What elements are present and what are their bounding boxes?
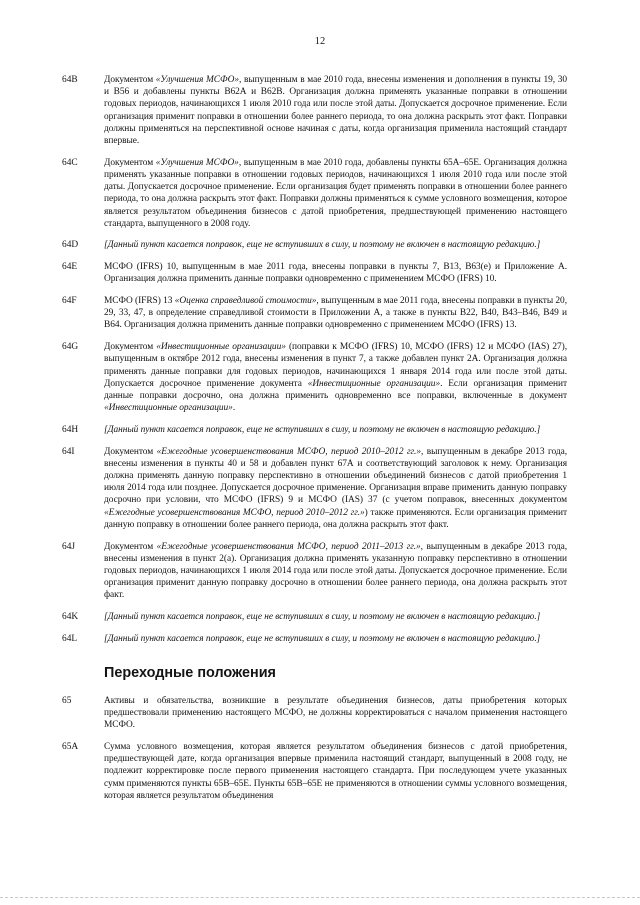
section-heading: Переходные положения	[104, 664, 276, 681]
text-run: . Если организация применит данные поправки досрочно, она должна применить одновременно все поправки, включенные в документ	[104, 378, 568, 401]
text-run: Активы и обязательства, возникшие в результате объединения бизнесов, даты приобретения которых предшествовали применению настоящего МСФО, не должны корректироваться с началом применения настоящего МСФО.	[104, 695, 567, 731]
paragraph-number: 65	[62, 695, 72, 706]
italic-text: [Данный пункт касается поправок, еще не вступивших в силу, и поэтому не включен в настоящую редакцию.]	[104, 612, 541, 623]
paragraph-text	[104, 541, 567, 602]
document-body	[62, 74, 567, 812]
italic-text: «Инвестиционные организации»	[156, 342, 286, 353]
paragraph-number: 64J	[62, 541, 76, 552]
paragraph-number: 65A	[62, 742, 79, 753]
paragraph-text	[104, 261, 567, 285]
paragraph-text	[104, 295, 567, 332]
paragraph-64i	[62, 446, 567, 531]
text-run: , выпущенным в декабре 2013 года, внесены изменения в пункт 2(а). Организация должна применять указанную поправку перспективно в отношении годовых периодов, начинающихся 1 июля 2014 года или после этой даты. Допускается досрочное применение. Если организация применит данную поправку досрочно в отношении более раннего периода, она должна раскрыть этот факт.	[104, 541, 568, 601]
text-run: Сумма условного возмещения, которая является результатом объединения бизнесов с датой приобретения, предшествующей дате, когда организация впервые применила настоящий стандарт, выпущенный в 2008 году, не подлежит корректировке после первого применения настоящего стандарта. При последующем учете указанных сумм применяются пункты 65В–65Е. Пункты 65В–65Е не применяются в отношении суммы условного возмещения, которая является результатом объединения	[104, 742, 567, 801]
italic-text: «Инвестиционные организации»	[307, 378, 441, 389]
paragraph-text	[104, 611, 567, 623]
paragraph-text	[104, 74, 567, 147]
paragraph-text	[104, 446, 567, 531]
paragraph-64c	[62, 157, 567, 230]
text-run: Документом	[104, 541, 157, 552]
text-run: ) также применяются. Если организация применит данную поправку в отношении более раннего периода, она должна раскрыть этот факт.	[104, 507, 567, 530]
paragraph-64k	[62, 611, 567, 623]
paragraph-number: 64H	[62, 424, 79, 435]
italic-text: «Инвестиционные организации»	[104, 403, 233, 414]
paragraph-number: 64D	[62, 240, 79, 251]
paragraph-number: 64I	[62, 446, 75, 457]
paragraph-text	[104, 239, 567, 251]
paragraph-text	[104, 741, 567, 802]
text-run: МСФО (IFRS) 13	[104, 296, 175, 307]
text-run: Документом	[104, 75, 156, 85]
text-run: Документом	[104, 342, 157, 353]
paragraph-65a	[62, 741, 567, 802]
text-run: , выпущенным в мае 2011 года, внесены поправки в пункты 20, 29, 33, 47, в определение справедливой стоимости в Приложении А, а также в пункты В22, В40, В43–В46, В49 и В64. Организация должна применить данные поправки одновременно с применением МСФО (IFRS) 13.	[104, 296, 567, 331]
paragraph-64e	[62, 261, 567, 285]
paragraph-text	[104, 341, 567, 414]
paragraph-64j	[62, 541, 567, 602]
paragraph-text	[104, 695, 567, 732]
paragraph-number: 64B	[62, 75, 78, 85]
text-run: Документом	[104, 157, 156, 168]
page-bottom-rule	[0, 897, 640, 898]
paragraph-number: 64G	[62, 342, 79, 353]
paragraph-number: 64C	[62, 157, 78, 168]
paragraph-64h	[62, 424, 567, 436]
paragraph-64b	[62, 74, 567, 147]
paragraph-number: 64E	[62, 262, 78, 273]
italic-text: [Данный пункт касается поправок, еще не вступивших в силу, и поэтому не включен в настоящую редакцию.]	[104, 424, 541, 435]
paragraph-64g	[62, 341, 567, 414]
text-run: , выпущенным в мае 2010 года, добавлены пункты 65А–65Е. Организация должна применять указанные поправки в отношении годовых периодов, начинающихся 1 июля 2010 года или после этой даты. Допускается досрочное применение. Если организация будет применять поправки в отношении более раннего периода, то она должна раскрыть этот факт. Поправки должны применяться к сумме условного возмещения, которое является результатом объединения бизнесов с датой приобретения, предшествующей применению настоящего стандарта, выпущенного в 2008 году.	[104, 157, 567, 229]
text-run: Документом	[104, 446, 157, 457]
page-number: 12	[314, 36, 326, 47]
italic-text: [Данный пункт касается поправок, еще не вступивших в силу, и поэтому не включен в настоящую редакцию.]	[104, 240, 541, 251]
italic-text: «Оценка справедливой стоимости»	[174, 296, 317, 307]
paragraph-text	[104, 633, 567, 645]
italic-text: «Ежегодные усовершенствования МСФО, период 2011–2013 гг.»	[156, 541, 421, 552]
paragraph-number: 64L	[62, 633, 78, 644]
transition-list	[62, 695, 567, 802]
text-run: , выпущенным в декабре 2013 года, внесены изменения в пункты 40 и 58 и добавлен пункт 67А и соответствующий заголовок к нему. Организация должна применять данную поправку перспективно в отношении объединений бизнесов с датой приобретения 1 июля 2014 года или позднее. Допускается досрочное применение. Организация вправе применить данную поправку досрочно при условии, что МСФО (IFRS) 9 и МСФО (IAS) 37 (с учетом поправок, внесенных документом	[104, 446, 567, 506]
amendments-list	[62, 74, 567, 645]
text-run: .	[232, 403, 236, 414]
paragraph-text	[104, 424, 567, 436]
paragraph-number: 64K	[62, 612, 79, 623]
paragraph-number: 64F	[62, 296, 77, 307]
paragraph-text	[104, 157, 567, 230]
text-run: , выпущенным в мае 2010 года, внесены изменения и дополнения в пункты 19, 30 и В56 и добавлены пункты В62А и В62В. Организация должна применять указанные поправки в отношении годовых периодов, начинающихся 1 июля 2010 года или после этой даты. Допускается досрочное применение. Если организация применит поправки в отношении более раннего периода, то она должна раскрыть этот факт. Поправки должны применяться на перспективной основе начиная с даты, когда организация применила настоящий стандарт впервые.	[104, 75, 568, 147]
paragraph-65	[62, 695, 567, 732]
italic-text: «Ежегодные усовершенствования МСФО, период 2010–2012 гг.»	[104, 507, 365, 518]
italic-text: «Улучшения МСФО»	[155, 157, 239, 168]
italic-text: «Ежегодные усовершенствования МСФО, период 2010–2012 гг.»	[156, 446, 421, 457]
italic-text: «Улучшения МСФО»	[155, 75, 239, 85]
italic-text: [Данный пункт касается поправок, еще не вступивших в силу, и поэтому не включен в настоящую редакцию.]	[104, 633, 541, 644]
paragraph-64l	[62, 633, 567, 645]
paragraph-64f	[62, 295, 567, 332]
text-run: МСФО (IFRS) 10, выпущенным в мае 2011 года, внесены поправки в пункты 7, В13, В63(е) и Приложение А. Организация должна применить данные поправки одновременно с применением МСФО (IFRS) 10.	[104, 262, 567, 285]
paragraph-64d	[62, 239, 567, 251]
text-run: (поправки к МСФО (IFRS) 10, МСФО (IFRS) 12 и МСФО (IAS) 27), выпущенным в октябре 2012 года, внесены изменения в пункт 7, а также добавлен пункт 2А. Организация должна применять данные поправки для годовых периодов, начинающихся 1 января 2014 года или после этой даты. Допускается досрочное применение документа	[104, 342, 568, 389]
